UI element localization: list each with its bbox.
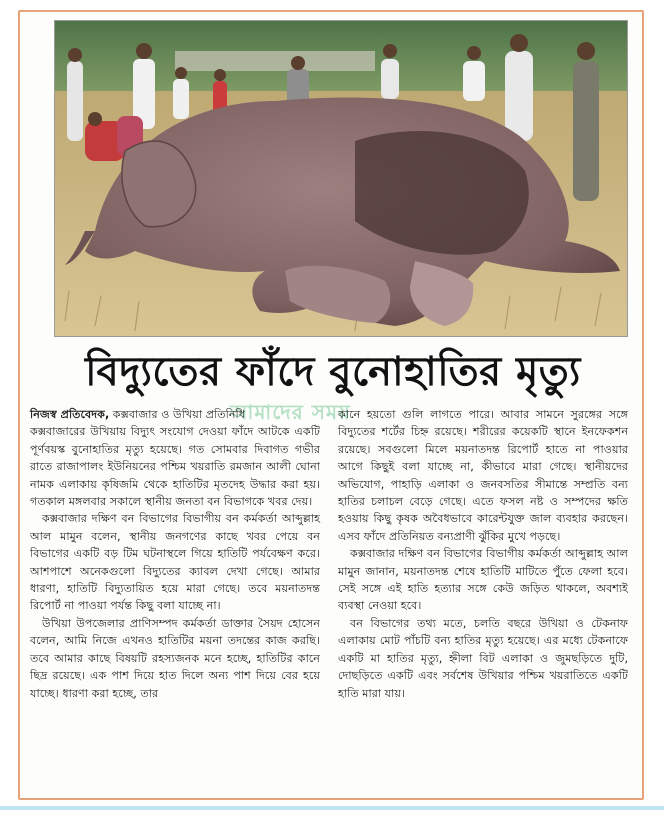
dead-elephant-photo (54, 20, 628, 337)
article-column-left (30, 406, 320, 702)
byline (30, 406, 320, 423)
article-column-right (338, 406, 628, 702)
paragraph: উখিয়া উপজেলার প্রাণিসম্পদ কর্মকর্তা ডাক্তার সৈয়দ হোসেন বলেন, আমি নিজে এখনও হাতিটির ময়না তদন্তের কাজ করছি। তবে আমার কাছে বিষয়টি রহস্যজনক মনে হচ্ছে, হাতিটির কানে ছিদ্র রয়েছে। এক পাশ দিয়ে হাত দিলে অন্য পাশ দিয়ে বের হয়ে যাচ্ছে। ধারণা করা হচ্ছে, তার (30, 616, 320, 700)
byline-place: কক্সবাজার ও উখিয়া প্রতিনিধি (109, 408, 245, 421)
article-body (30, 406, 630, 798)
paragraph: কক্সবাজার দক্ষিণ বন বিভাগের বিভাগীয় বন কর্মকর্তা আব্দুল্লাহ আল মামুন বলেন, স্থানীয় জনগণের কাছে খবর পেয়ে বন বিভাগের একটি বড় টিম ঘটনাস্থলে গিয়ে হাতিটি পর্যবেক্ষণ করে। আশপাশে অনেকগুলো বিদ্যুতের ক্যাবল দেখা গেছে। আমার ধারণা, হাতিটি বিদ্যুতায়িত হয়ে মারা গেছে। তবে ময়নাতদন্ত রিপোর্ট না পাওয়া পর্যন্ত কিছু বলা যাচ্ছে না। (30, 512, 320, 613)
watermark-text: আমাদের সময় (230, 400, 351, 424)
newspaper-clipping (18, 10, 644, 800)
page-bottom-rule (0, 806, 664, 810)
paragraph: বন বিভাগের তথ্য মতে, চলতি বছরে উখিয়া ও টেকনাফ এলাকায় মোট পাঁচটি বন্য হাতির মৃত্যু হয়েছে। এর মধ্যে টেকনাফে একটি মা হাতির মৃত্যু, হ্নীলা বিট এলাকা ও জুমছড়িতে দুটি, দোছড়িতে একটি এবং সর্বশেষ উখিয়ার পশ্চিম খয়রাতিতে একটি হাতি মারা যায়। (338, 616, 628, 700)
byline-label: নিজস্ব প্রতিবেদক, (30, 408, 110, 421)
paragraph: কক্সবাজার দক্ষিণ বন বিভাগের বিভাগীয় কর্মকর্তা আব্দুল্লাহ আল মামুন জানান, ময়নাতদন্ত শেষে হাতিটি মাটিতে পুঁতে ফেলা হবে। সেই সঙ্গে এই হাতি হত্যার সঙ্গে কেউ জড়িত থাকলে, অবশ্যই ব্যবস্থা নেওয়া হবে। (338, 547, 628, 613)
paragraph: কানে হয়তো গুলি লাগতে পারে। আবার সামনে সুরঙ্গের সঙ্গে বিদ্যুতের শর্টের চিহ্ন রয়েছে। শরীরের কয়েকটি স্থানে ইনফেকশন রয়েছে। সবগুলো মিলে ময়নাতদন্ত রিপোর্ট হাতে না পাওয়ার আগে কিছুই বলা যাচ্ছে না, কীভাবে মারা গেছে। স্থানীয়দের অভিযোগ, পাহাড়ি এলাকা ও জনবসতির সীমান্তে সম্প্রতি বন্য হাতির চলাচল বেড়ে গেছে। এতে ফসল নষ্ট ও সম্পদের ক্ষতি হওয়ায় কিছু কৃষক অবৈধভাবে কারেন্টযুক্ত জাল ব্যবহার করছেন। এসব ফাঁদে প্রতিনিয়ত বন্যপ্রাণী ঝুঁকির মুখে পড়ছে। (338, 408, 628, 543)
headline: বিদ্যুতের ফাঁদে বুনোহাতির মৃত্যু (85, 348, 581, 395)
paragraph: কক্সবাজারের উখিয়ায় বিদ্যুৎ সংযোগ দেওয়া ফাঁদে আটকে একটি পূর্ণবয়স্ক বুনোহাতির মৃত্যু হয়েছে। গত সোমবার দিবাগত গভীর রাতে রাজাপালং ইউনিয়নের পশ্চিম খয়রাতি রমজান আলী ঘোনা নামক এলাকায় কৃষিজমি থেকে হাতিটির মৃতদেহ উদ্ধার করা হয়। গতকাল মঙ্গলবার সকালে স্থানীয় জনতা বন বিভাগকে খবর দেয়। (30, 425, 320, 509)
